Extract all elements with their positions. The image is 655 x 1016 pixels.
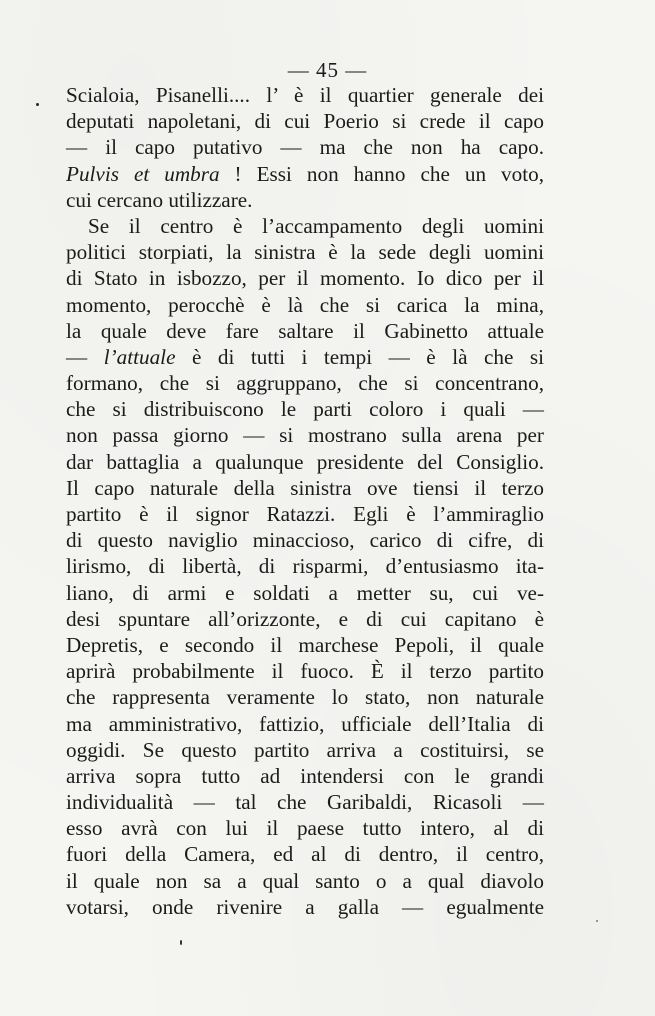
text-line: lirismo, di libertà, di risparmi, d’entusiasmo ita-: [66, 554, 544, 579]
text-line: la quale deve fare saltare il Gabinetto attuale: [66, 318, 544, 343]
text-line: il quale non sa a qual santo o a qual diavolo: [66, 868, 544, 893]
text-line: ma amministrativo, fattizio, ufficiale dell’Italia di: [66, 711, 544, 736]
text-line: momento, perocchè è là che si carica la mina,: [66, 292, 544, 317]
page-number: — 45 —: [287, 58, 368, 82]
text-line: oggidi. Se questo partito arriva a costituirsi, se: [66, 737, 544, 762]
text-line-with-italic: Pulvis et umbra ! Essi non hanno che un voto,: [66, 161, 544, 186]
text-line: esso avrà con lui il paese tutto intero, al di: [66, 816, 544, 841]
text-line: fuori della Camera, ed al di dentro, il centro,: [66, 842, 544, 867]
text-line: Il capo naturale della sinistra ove tiensi il terzo: [66, 475, 544, 500]
ink-speck: [36, 103, 39, 106]
text-line: non passa giorno — si mostrano sulla arena per: [66, 423, 544, 448]
text-line: partito è il signor Ratazzi. Egli è l’ammiraglio: [66, 502, 544, 526]
text-line: deputati napoletani, di cui Poerio si crede il capo: [66, 109, 544, 134]
text-line: di Stato in isbozzo, per il momento. Io dico per il: [66, 266, 544, 291]
text-line: che si distribuiscono le parti coloro i quali —: [66, 397, 544, 422]
italic-phrase: Pulvis et umbra: [66, 161, 220, 186]
text-line: Scialoia, Pisanelli.... l’ è il quartier generale dei: [66, 83, 544, 107]
text-line: aprirà probabilmente il fuoco. È il terzo partito: [66, 659, 544, 684]
text-line: — il capo putativo — ma che non ha capo.: [66, 135, 544, 160]
text-line: che rappresenta veramente lo stato, non naturale: [66, 685, 544, 710]
paragraph-first-line: Se il centro è l’accampamento degli uomini: [88, 213, 544, 238]
text-line: liano, di armi e soldati a metter su, cui ve-: [66, 580, 544, 605]
text-line: di questo naviglio minaccioso, carico di cifre, di: [66, 528, 544, 553]
text-line-with-italic: — l’attuale è di tutti i tempi — è là che si: [66, 344, 545, 369]
text-line: arriva sopra tutto ad intendersi con le grandi: [66, 763, 544, 788]
text-line: desi spuntare all’orizzonte, e di cui capitano è: [66, 606, 544, 631]
text-line: formano, che si aggruppano, che si concentrano,: [66, 371, 544, 396]
text-line: individualità — tal che Garibaldi, Ricasoli —: [66, 790, 544, 815]
text-line: votarsi, onde rivenire a galla — egualmente: [66, 894, 544, 919]
text-line: cui cercano utilizzare.: [66, 187, 253, 212]
ink-speck: [596, 920, 598, 922]
italic-phrase: l’attuale: [103, 344, 176, 369]
body-text: [66, 82, 544, 920]
ink-speck: [180, 940, 182, 945]
text-line: dar battaglia a qualunque presidente del Consiglio.: [66, 449, 544, 474]
text-line: politici storpiati, la sinistra è la sede degli uomini: [66, 240, 544, 265]
text-line: Depretis, e secondo il marchese Pepoli, il quale: [66, 632, 544, 657]
